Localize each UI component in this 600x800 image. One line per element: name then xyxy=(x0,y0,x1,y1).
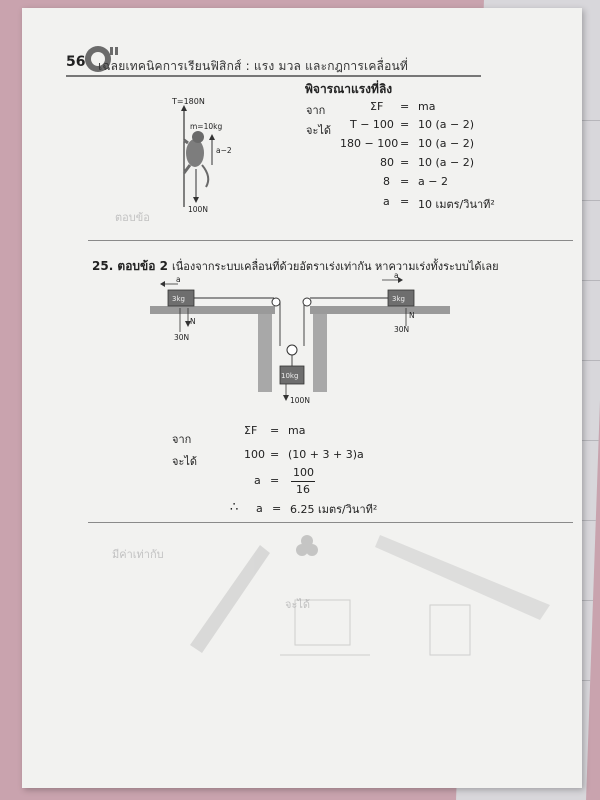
work-row-6-mid: a xyxy=(383,195,390,208)
work2-row-1-eq: = xyxy=(270,424,280,437)
work2-row-3-mid: a xyxy=(254,474,261,487)
hanging-weight-label: 100N xyxy=(290,396,310,405)
work-row-3-eq: = xyxy=(400,137,410,150)
work2-row-2-rhs: (10 + 3 + 3)a xyxy=(288,448,364,461)
work2-row-2-mid: 100 xyxy=(244,448,265,461)
work-row-3-rhs: 10 (a − 2) xyxy=(418,137,475,150)
work-row-5-rhs: a − 2 xyxy=(418,175,448,188)
work-row-1-eq: = xyxy=(400,100,410,113)
work2-row-2-lhs: จะได้ xyxy=(172,455,198,468)
show-through-text: จะได้ xyxy=(285,598,311,611)
page-header-title: เฉลยเทคนิคการเรียนฟิสิกส์ : แรง มวล และกฎการเคลื่อนที่ xyxy=(98,59,409,73)
left-block-mass: 3kg xyxy=(172,295,185,303)
right-block-mass: 3kg xyxy=(392,295,405,303)
fraction-denominator: 16 xyxy=(296,483,310,496)
work2-row-3-eq: = xyxy=(270,474,280,487)
pulley-right xyxy=(303,298,311,306)
show-through-text: มีค่าเท่ากับ xyxy=(112,548,164,561)
work-row-6-eq: = xyxy=(400,195,410,208)
left-normal-label: N xyxy=(190,317,196,326)
weight-label: 100N xyxy=(188,205,208,214)
header-rule xyxy=(66,75,481,77)
work-row-5-mid: 8 xyxy=(383,175,390,188)
work-row-3-mid: 180 − 100 xyxy=(340,137,399,150)
work-row-2-eq: = xyxy=(400,118,410,131)
answer-eq: = xyxy=(272,502,282,515)
right-weight-label: 30N xyxy=(394,325,410,334)
work2-row-1-mid: ΣF xyxy=(244,424,258,437)
work2-row-1-rhs: ma xyxy=(288,424,306,437)
question-explanation: เนื่องจากระบบเคลื่อนที่ด้วยอัตราเร่งเท่ากัน หาความเร่งทั้งระบบได้เลย xyxy=(172,260,499,273)
work-row-4-rhs: 10 (a − 2) xyxy=(418,156,475,169)
work-row-5-eq: = xyxy=(400,175,410,188)
work-row-2-lhs: จะได้ xyxy=(306,124,332,137)
work-row-6-rhs: 10 เมตร/วินาที² xyxy=(418,198,495,211)
work-row-1-mid: ΣF xyxy=(370,100,384,113)
work-row-4-eq: = xyxy=(400,156,410,169)
acc-label: a−2 xyxy=(216,146,232,155)
work2-row-2-eq: = xyxy=(270,448,280,461)
answer-rhs: 6.25 เมตร/วินาที² xyxy=(290,503,378,516)
mass-label: m=10kg xyxy=(190,122,223,131)
monkey-rope-figure xyxy=(160,95,270,215)
right-acc-label: a xyxy=(394,271,399,280)
pulley-left xyxy=(272,298,280,306)
tension-label: T=180N xyxy=(172,97,205,106)
pulley-hanging xyxy=(287,345,297,355)
work-row-2-rhs: 10 (a − 2) xyxy=(418,118,475,131)
right-normal-label: N xyxy=(409,311,415,320)
show-through-text: ตอบข้อ xyxy=(115,211,150,224)
fraction-bar xyxy=(291,481,315,482)
show-through-figures xyxy=(110,525,570,725)
page-number: 56 xyxy=(66,54,86,70)
section-divider xyxy=(88,240,573,241)
answer-lhs: a xyxy=(256,502,263,515)
question-number: 25. ตอบข้อ 2 xyxy=(92,259,168,273)
left-weight-label: 30N xyxy=(174,333,190,342)
work-row-1-lhs: จาก xyxy=(306,104,326,117)
fraction-numerator: 100 xyxy=(293,466,314,479)
work-row-1-rhs: ma xyxy=(418,100,436,113)
therefore-symbol: ∴ xyxy=(230,500,239,515)
section-divider xyxy=(88,522,573,523)
pulley-system-figure xyxy=(150,268,450,408)
hanging-block-mass: 10kg xyxy=(281,372,299,380)
work-row-4-mid: 80 xyxy=(380,156,394,169)
left-acc-label: a xyxy=(176,275,181,284)
section-title: พิจารณาแรงที่ลิง xyxy=(305,82,393,96)
work2-row-1-lhs: จาก xyxy=(172,433,192,446)
work-row-2-mid: T − 100 xyxy=(350,118,394,131)
